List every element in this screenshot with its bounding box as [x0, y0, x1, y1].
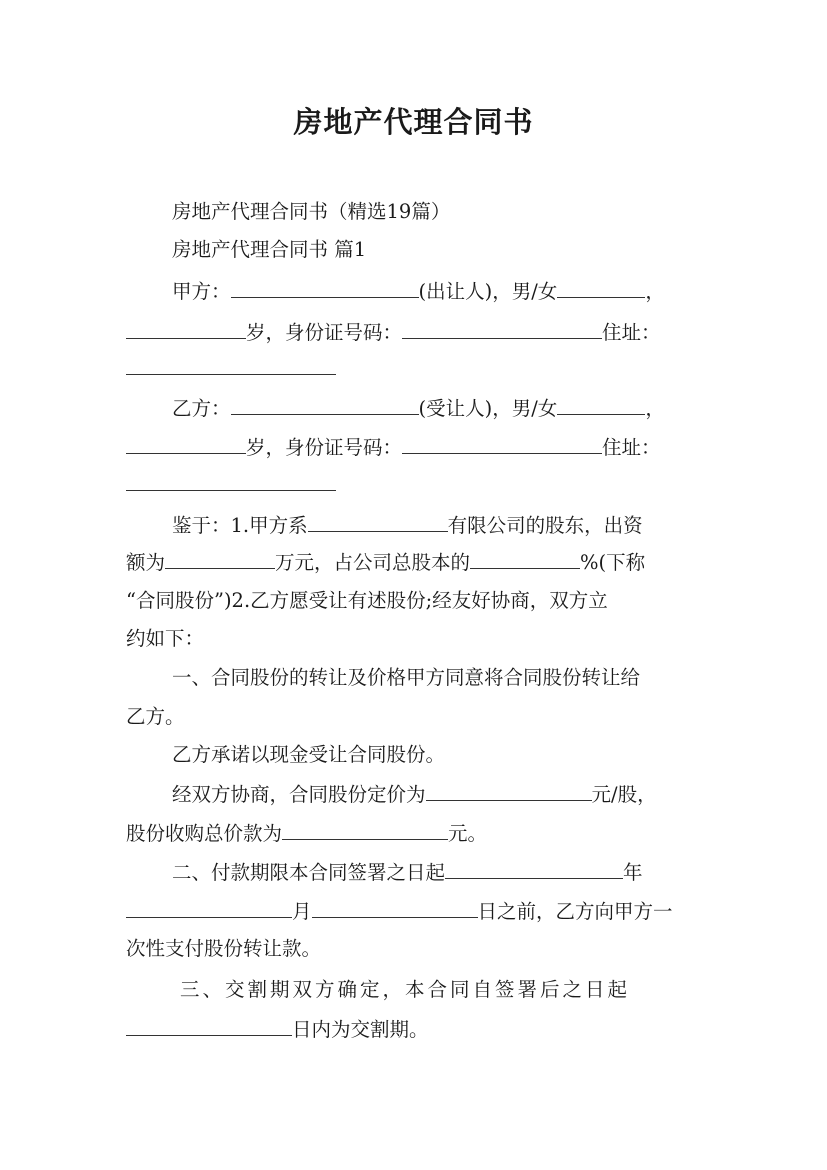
party-a-id-line — [126, 320, 661, 345]
cash-commitment-text: 乙方承诺以现金受让合同股份。 — [172, 743, 446, 766]
price-per-share-blank[interactable] — [426, 782, 592, 801]
capital-amount-blank[interactable] — [165, 550, 275, 569]
subtitle-line — [172, 200, 450, 224]
whereas-line — [172, 513, 643, 538]
capital-label: 额为 — [126, 551, 166, 574]
clause-line — [126, 937, 321, 961]
party-b-address-label: 住址： — [602, 436, 661, 459]
party-a-id-blank[interactable] — [402, 320, 602, 339]
party-a-label: 甲方： — [172, 280, 231, 303]
payment-day-blank[interactable] — [312, 899, 478, 918]
payment-year-blank[interactable] — [445, 860, 623, 879]
total-price-blank[interactable] — [282, 821, 448, 840]
capital-share-text: 万元，占公司总股本的 — [275, 551, 471, 574]
party-b-id-blank[interactable] — [402, 435, 602, 454]
party-b-id-label: 岁，身份证号码： — [246, 436, 403, 459]
clause-line — [126, 705, 185, 729]
party-b-role: (受让人)，男/女 — [418, 397, 558, 420]
payment-month-blank[interactable] — [126, 899, 292, 918]
year-label: 年 — [623, 861, 643, 884]
subtitle-text: 房地产代理合同书（精选19篇） — [172, 200, 451, 223]
party-b-comma: ， — [645, 397, 665, 420]
clause-line — [126, 589, 608, 613]
total-price-label: 股份收购总价款为 — [126, 822, 283, 845]
company-name-blank[interactable] — [308, 513, 448, 532]
share-percent-blank[interactable] — [470, 550, 580, 569]
party-a-address-line — [126, 356, 336, 381]
clause-line — [126, 627, 204, 651]
agreement-text: 约如下： — [126, 627, 205, 650]
one-time-payment-text: 次性支付股份转让款。 — [126, 937, 322, 960]
party-b-line — [172, 396, 665, 421]
price-unit: 元/股， — [591, 783, 657, 806]
price-label: 经双方协商，合同股份定价为 — [172, 783, 426, 806]
party-b-age-blank[interactable] — [126, 435, 246, 454]
document-title: 房地产代理合同书 — [293, 105, 534, 139]
clause-one-line — [172, 666, 640, 690]
total-price-unit: 元。 — [448, 822, 488, 845]
price-line — [172, 782, 657, 807]
party-a-address-label: 住址： — [602, 321, 661, 344]
whereas-shareholder: 有限公司的股东，出资 — [447, 514, 643, 537]
party-a-address-blank[interactable] — [126, 356, 336, 375]
payment-term-line — [172, 860, 643, 885]
payment-term-label: 二、付款期限本合同签署之日起 — [172, 861, 446, 884]
party-b-text: 乙方。 — [126, 705, 185, 728]
month-label: 月 — [292, 900, 312, 923]
party-a-gender-blank[interactable] — [557, 279, 645, 298]
delivery-period-line — [126, 1017, 429, 1042]
party-b-label: 乙方： — [172, 397, 231, 420]
party-b-name-blank[interactable] — [231, 396, 419, 415]
percent-text: %(下称 — [580, 551, 646, 574]
party-a-comma: ， — [645, 280, 665, 303]
party-a-role: (出让人)，男/女 — [418, 280, 558, 303]
delivery-days-blank[interactable] — [126, 1017, 292, 1036]
delivery-period-text: 日内为交割期。 — [292, 1018, 429, 1041]
payment-date-line — [126, 899, 673, 924]
clause-three-line — [180, 978, 630, 1002]
whereas-label: 鉴于：1.甲方系 — [172, 514, 308, 537]
party-b-address-blank[interactable] — [126, 472, 336, 491]
clause-line — [172, 743, 445, 767]
total-price-line — [126, 821, 487, 846]
party-b-gender-blank[interactable] — [557, 396, 645, 415]
section-heading-text: 房地产代理合同书 篇1 — [172, 238, 367, 261]
clause-one-text: 一、合同股份的转让及价格甲方同意将合同股份转让给 — [172, 666, 641, 689]
party-a-line — [172, 279, 665, 304]
clause-three-text: 三、交割期双方确定，本合同自签署后之日起 — [180, 978, 631, 1001]
party-b-id-line — [126, 435, 661, 460]
party-a-age-blank[interactable] — [126, 320, 246, 339]
party-b-address-line — [126, 472, 336, 497]
capital-line — [126, 550, 645, 575]
party-a-name-blank[interactable] — [231, 279, 419, 298]
payment-text: 日之前，乙方向甲方一 — [477, 900, 673, 923]
party-a-id-label: 岁，身份证号码： — [246, 321, 403, 344]
section-heading — [172, 238, 366, 262]
contract-shares-text: “合同股份”)2.乙方愿受让有述股份;经友好协商，双方立 — [126, 589, 608, 612]
